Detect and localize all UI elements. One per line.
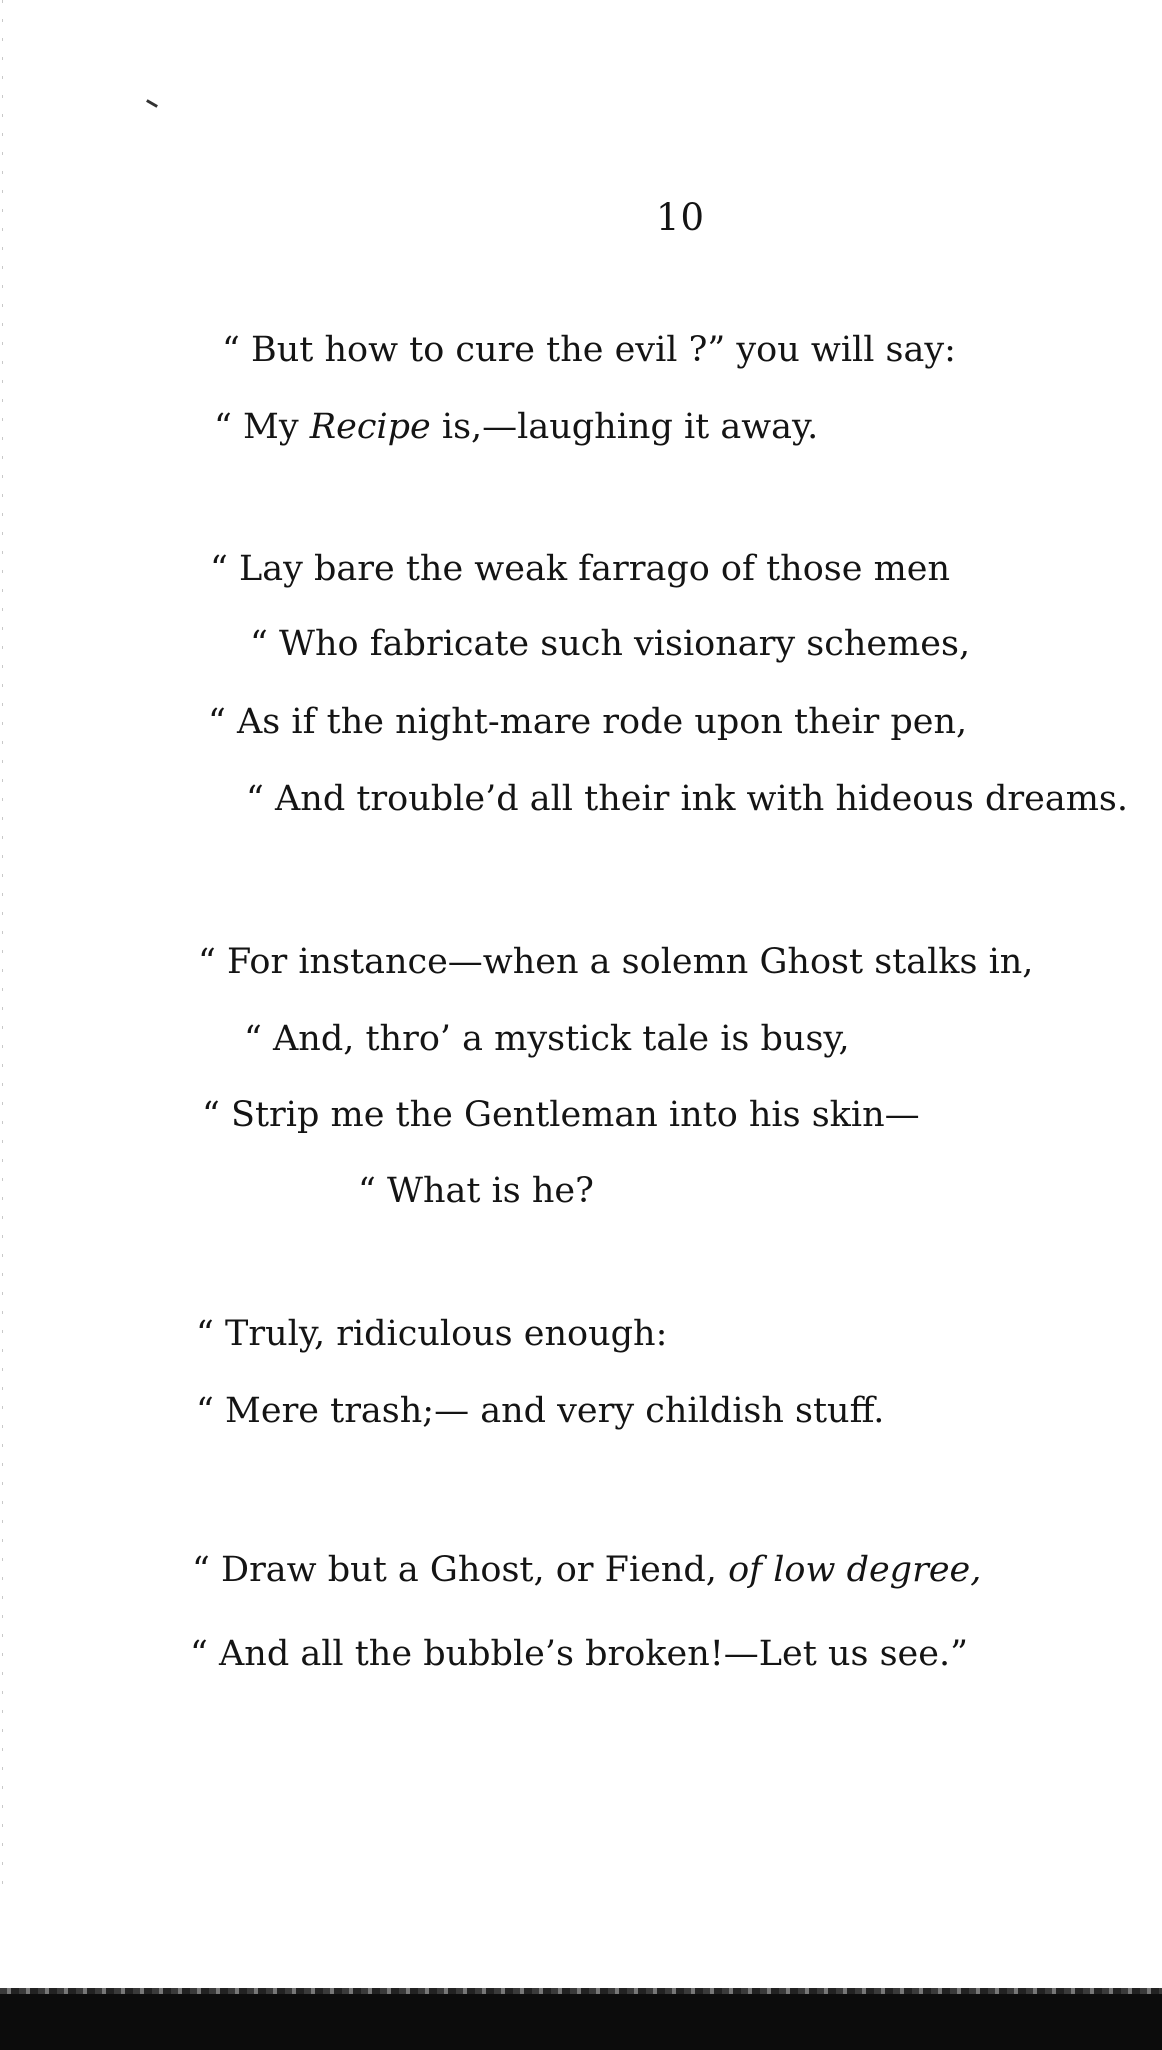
poem-line: “ As if the night-mare rode upon their pen, bbox=[208, 702, 968, 742]
poem-line: “ Mere trash;— and very childish stuff. bbox=[196, 1391, 885, 1431]
poem-line: “ Strip me the Gentleman into his skin— bbox=[202, 1095, 920, 1135]
scan-bottom-edge bbox=[0, 1994, 1162, 2050]
italic-phrase: of low degree, bbox=[728, 1550, 982, 1590]
italic-word: Recipe bbox=[309, 407, 431, 447]
poem-line: “ What is he? bbox=[358, 1171, 594, 1211]
poem-line: “ But how to cure the evil ?” you will say: bbox=[222, 330, 956, 370]
poem-line: “ For instance—when a solemn Ghost stalks in, bbox=[198, 942, 1034, 982]
poem-line: “ Draw but a Ghost, or Fiend, of low degree, bbox=[192, 1550, 982, 1590]
poem-line: “ And all the bubble’s broken!—Let us see.” bbox=[190, 1634, 968, 1674]
poem-line: “ And trouble’d all their ink with hideous dreams. bbox=[246, 779, 1128, 819]
page-number: 10 bbox=[656, 196, 706, 239]
poem-line: “ And, thro’ a mystick tale is busy, bbox=[244, 1019, 850, 1059]
page-gutter-edge bbox=[2, 0, 12, 1900]
poem-line: “ Who fabricate such visionary schemes, bbox=[250, 624, 971, 664]
poem-line: “ My Recipe is,—laughing it away. bbox=[214, 407, 819, 447]
print-mark bbox=[146, 99, 158, 108]
poem-line: “ Truly, ridiculous enough: bbox=[196, 1314, 668, 1354]
poem-line: “ Lay bare the weak farrago of those men bbox=[210, 549, 951, 589]
